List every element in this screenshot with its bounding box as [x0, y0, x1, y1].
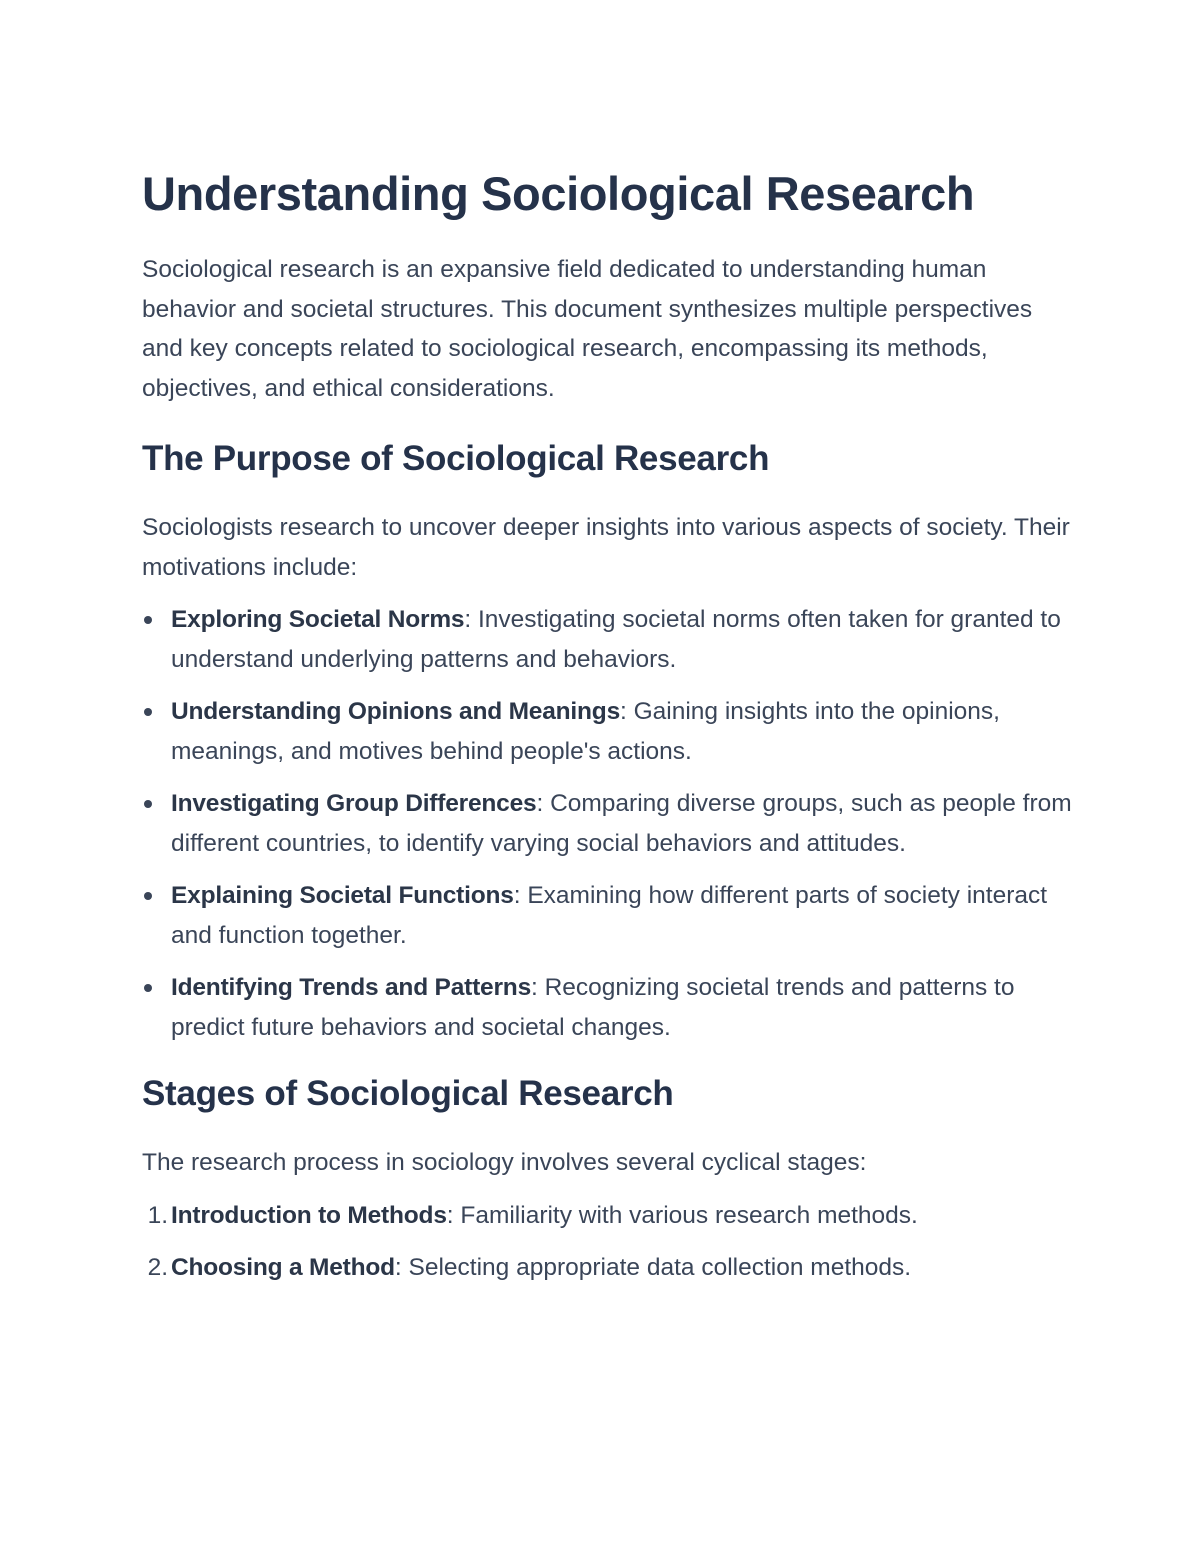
list-item-term: Identifying Trends and Patterns: [171, 974, 531, 1001]
bullet-icon: [144, 892, 152, 900]
list-item-term: Investigating Group Differences: [171, 790, 537, 817]
purpose-heading: The Purpose of Sociological Research: [142, 439, 770, 478]
list-item: [142, 1248, 1072, 1288]
purpose-list: [142, 600, 1072, 1047]
list-item-text: : Gaining insights into the opinions, meanings, and motives behind people's actions.: [171, 698, 1000, 765]
list-item-term: Exploring Societal Norms: [171, 606, 465, 633]
list-item-text: : Investigating societal norms often taken for granted to understand underlying patterns and behaviors.: [171, 606, 1061, 673]
purpose-lead: Sociologists research to uncover deeper insights into various aspects of society. Their motivations include:: [142, 514, 1070, 581]
list-item: [142, 784, 1072, 863]
stages-heading: Stages of Sociological Research: [142, 1074, 674, 1113]
page-title: Understanding Sociological Research: [142, 167, 975, 220]
list-item: [142, 876, 1072, 955]
list-number: 1.: [147, 1201, 168, 1229]
list-item: [142, 1196, 1072, 1236]
bullet-icon: [144, 984, 152, 992]
list-item-term: Explaining Societal Functions: [171, 882, 514, 909]
bullet-icon: [144, 708, 152, 716]
list-item: [142, 968, 1072, 1047]
intro-paragraph: Sociological research is an expansive field dedicated to understanding human behavior and societal structures. This document synthesizes multiple perspectives and key concepts related to sociological research, encompassing its methods, objectives, and ethical considerations.: [142, 256, 1033, 402]
list-number: 2.: [147, 1254, 168, 1281]
list-item-text: : Examining how different parts of society interact and function together.: [171, 882, 1048, 949]
list-item-term: Understanding Opinions and Meanings: [171, 698, 620, 725]
stages-lead: The research process in sociology involves several cyclical stages:: [142, 1149, 867, 1176]
list-item: [142, 600, 1072, 679]
stages-list: [142, 1196, 1072, 1288]
list-item: [142, 692, 1072, 771]
list-item-term: Choosing a Method: [171, 1254, 395, 1281]
list-item-text: : Recognizing societal trends and patterns to predict future behaviors and societal changes.: [171, 974, 1015, 1041]
list-item-term: Introduction to Methods: [171, 1201, 447, 1229]
document-page: [142, 164, 1072, 1301]
list-item-text: : Selecting appropriate data collection methods.: [394, 1254, 912, 1281]
bullet-icon: [144, 800, 152, 808]
list-item-text: : Comparing diverse groups, such as people from different countries, to identify varying social behaviors and attitudes.: [171, 790, 1072, 857]
list-item-text: : Familiarity with various research methods.: [446, 1201, 918, 1229]
bullet-icon: [144, 616, 152, 624]
